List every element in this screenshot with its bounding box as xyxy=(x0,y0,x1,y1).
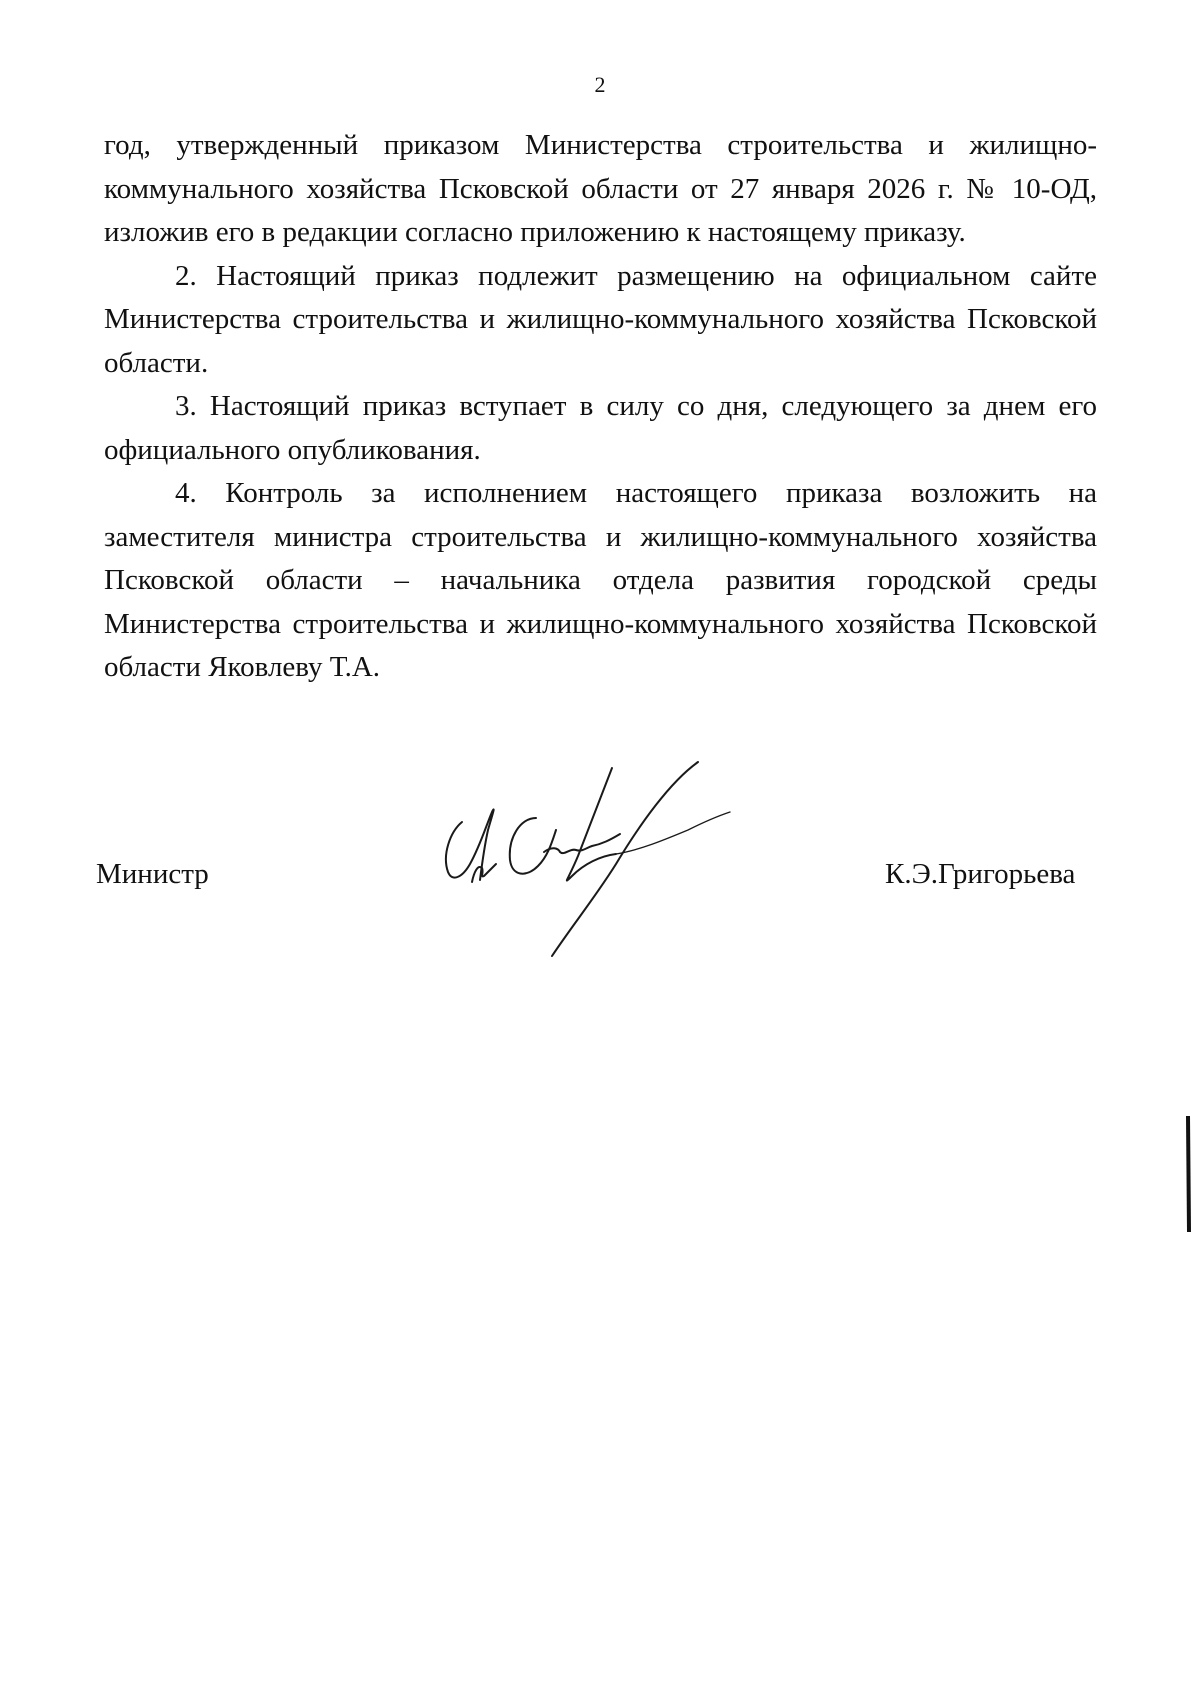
paragraph-4: 4. Контроль за исполнением настоящего приказа возложить на заместителя министра строительства и жилищно-коммунального хозяйства Псковской области – начальника отдела развития городской среды Министерства строительства и жилищно-коммунального хозяйства Псковской области Яковлеву Т.А. xyxy=(104,477,1097,683)
scan-edge-mark xyxy=(1185,1116,1192,1232)
handwritten-signature xyxy=(440,760,770,970)
signatory-name: К.Э.Григорьева xyxy=(885,858,1076,890)
page-number: 2 xyxy=(594,72,606,97)
paragraph-2: 2. Настоящий приказ подлежит размещению на официальном сайте Министерства строительства и жилищно-коммунального хозяйства Псковской области. xyxy=(104,259,1097,379)
paragraph-continuation: год, утвержденный приказом Министерства строительства и жилищно-коммунального хозяйства Псковской области от 27 января 2026 г. № 10-ОД, изложив его в редакции согласно приложению к настоящему приказу. xyxy=(104,129,1097,248)
paragraph-3: 3. Настоящий приказ вступает в силу со дня, следующего за днем его официального опубликования. xyxy=(104,390,1097,466)
signatory-position: Министр xyxy=(96,858,209,890)
document-body xyxy=(104,124,1097,690)
